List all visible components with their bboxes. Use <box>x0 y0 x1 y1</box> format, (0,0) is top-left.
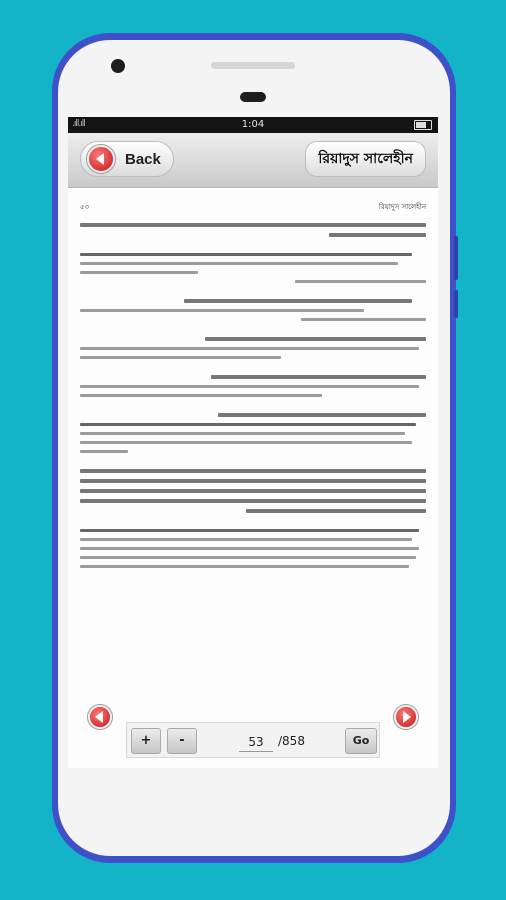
status-bar <box>68 117 438 133</box>
back-button[interactable] <box>80 141 174 177</box>
signal-icon: .ıll.ıll <box>72 119 85 129</box>
page-navigation-bar <box>126 722 380 758</box>
volume-button <box>454 236 458 280</box>
page-header <box>80 201 426 213</box>
page-total: /858 <box>278 734 305 748</box>
prev-page-button[interactable] <box>88 705 110 727</box>
zoom-in-button[interactable]: + <box>131 728 161 754</box>
app-bar <box>68 133 438 188</box>
prev-page-icon <box>88 705 112 729</box>
back-label: Back <box>125 150 161 168</box>
book-page[interactable] <box>68 189 438 768</box>
book-title: রিয়াদুস সালেহীন <box>305 141 426 177</box>
zoom-out-button[interactable]: - <box>167 728 197 754</box>
app-screen <box>68 117 438 768</box>
earpiece-speaker <box>211 62 295 69</box>
page-running-title: রিয়াদুস সালেহীন <box>378 203 426 211</box>
page-number-input[interactable] <box>239 733 273 752</box>
power-button <box>454 290 458 318</box>
next-page-button[interactable] <box>394 705 416 727</box>
battery-icon <box>414 120 432 130</box>
scanned-page-text <box>80 217 426 768</box>
go-button[interactable]: Go <box>345 728 377 754</box>
front-camera <box>111 59 125 73</box>
status-time: 1:04 <box>241 119 265 130</box>
proximity-sensor <box>240 92 266 102</box>
next-page-icon <box>394 705 418 729</box>
page-number-label: ৫৩ <box>80 203 90 211</box>
back-arrow-icon <box>87 145 115 173</box>
